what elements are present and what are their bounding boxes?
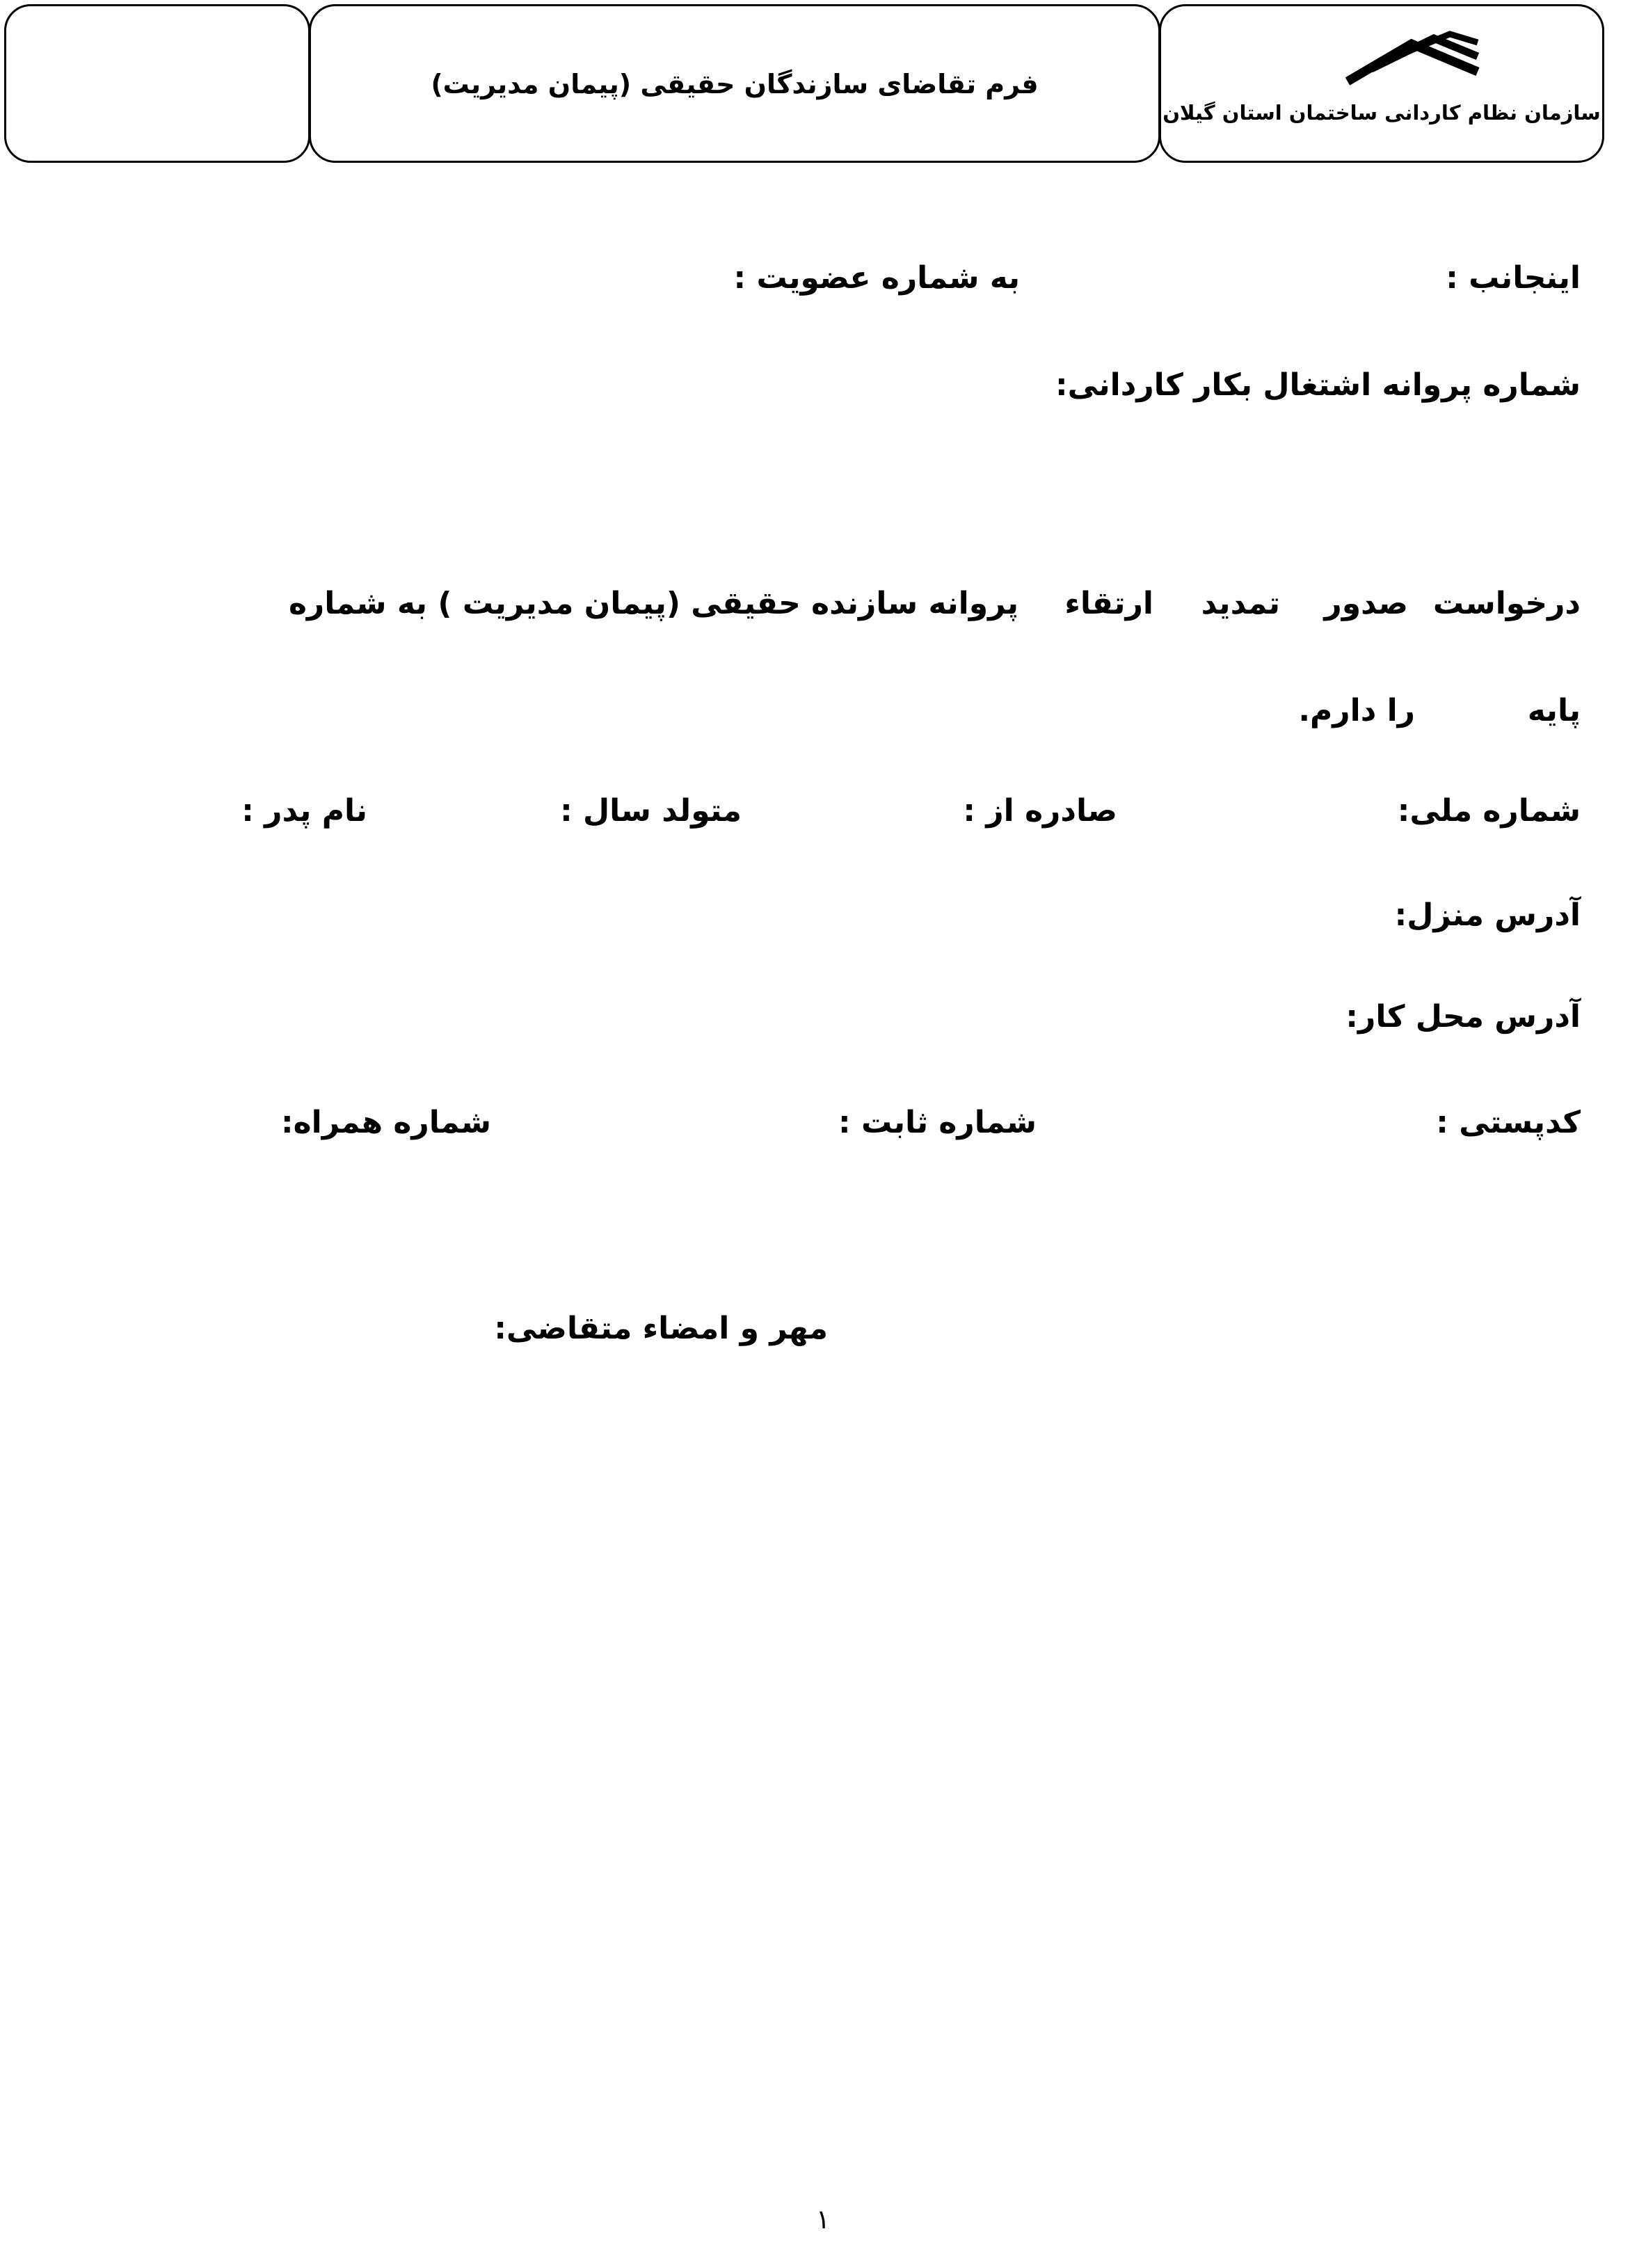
membership-number-label: به شماره عضویت : xyxy=(733,260,1020,296)
header-organization-box xyxy=(1159,4,1604,163)
work-address-label: آدرس محل کار: xyxy=(1345,999,1581,1035)
postal-code-label: کدپستی : xyxy=(1436,1105,1581,1140)
header-blank-box xyxy=(4,4,310,163)
option-issue: صدور xyxy=(1324,586,1408,621)
mobile-label: شماره همراه: xyxy=(281,1105,491,1140)
grade-label: پایه xyxy=(1527,693,1581,728)
applicant-label: اینجانب : xyxy=(1446,260,1581,296)
father-name-label: نام پدر : xyxy=(241,793,367,829)
national-id-label: شماره ملی: xyxy=(1397,793,1581,829)
option-upgrade: ارتقاء xyxy=(1064,586,1153,621)
page-number: ۱ xyxy=(815,2204,831,2235)
header-title-box xyxy=(309,4,1160,163)
home-address-label: آدرس منزل: xyxy=(1394,897,1581,933)
issued-from-label: صادره از : xyxy=(963,793,1117,829)
grade-suffix: را دارم. xyxy=(1298,693,1415,728)
birth-year-label: متولد سال : xyxy=(560,793,742,829)
request-suffix: پروانه سازنده حقیقی (پیمان مدیریت ) به شماره xyxy=(288,586,1018,621)
request-prefix: درخواست xyxy=(1432,586,1581,621)
building-roof-logo-icon xyxy=(1335,29,1488,98)
form-title: فرم تقاضای سازندگان حقیقی (پیمان مدیریت) xyxy=(431,69,1039,99)
license-number-label: شماره پروانه اشتغال بکار کاردانی: xyxy=(1055,367,1581,403)
landline-label: شماره ثابت : xyxy=(838,1105,1037,1140)
option-renewal: تمدید xyxy=(1201,586,1280,621)
organization-name: سازمان نظام کاردانی ساختمان استان گیلان xyxy=(1162,101,1601,125)
signature-label: مهر و امضاء متقاضی: xyxy=(494,1311,828,1346)
